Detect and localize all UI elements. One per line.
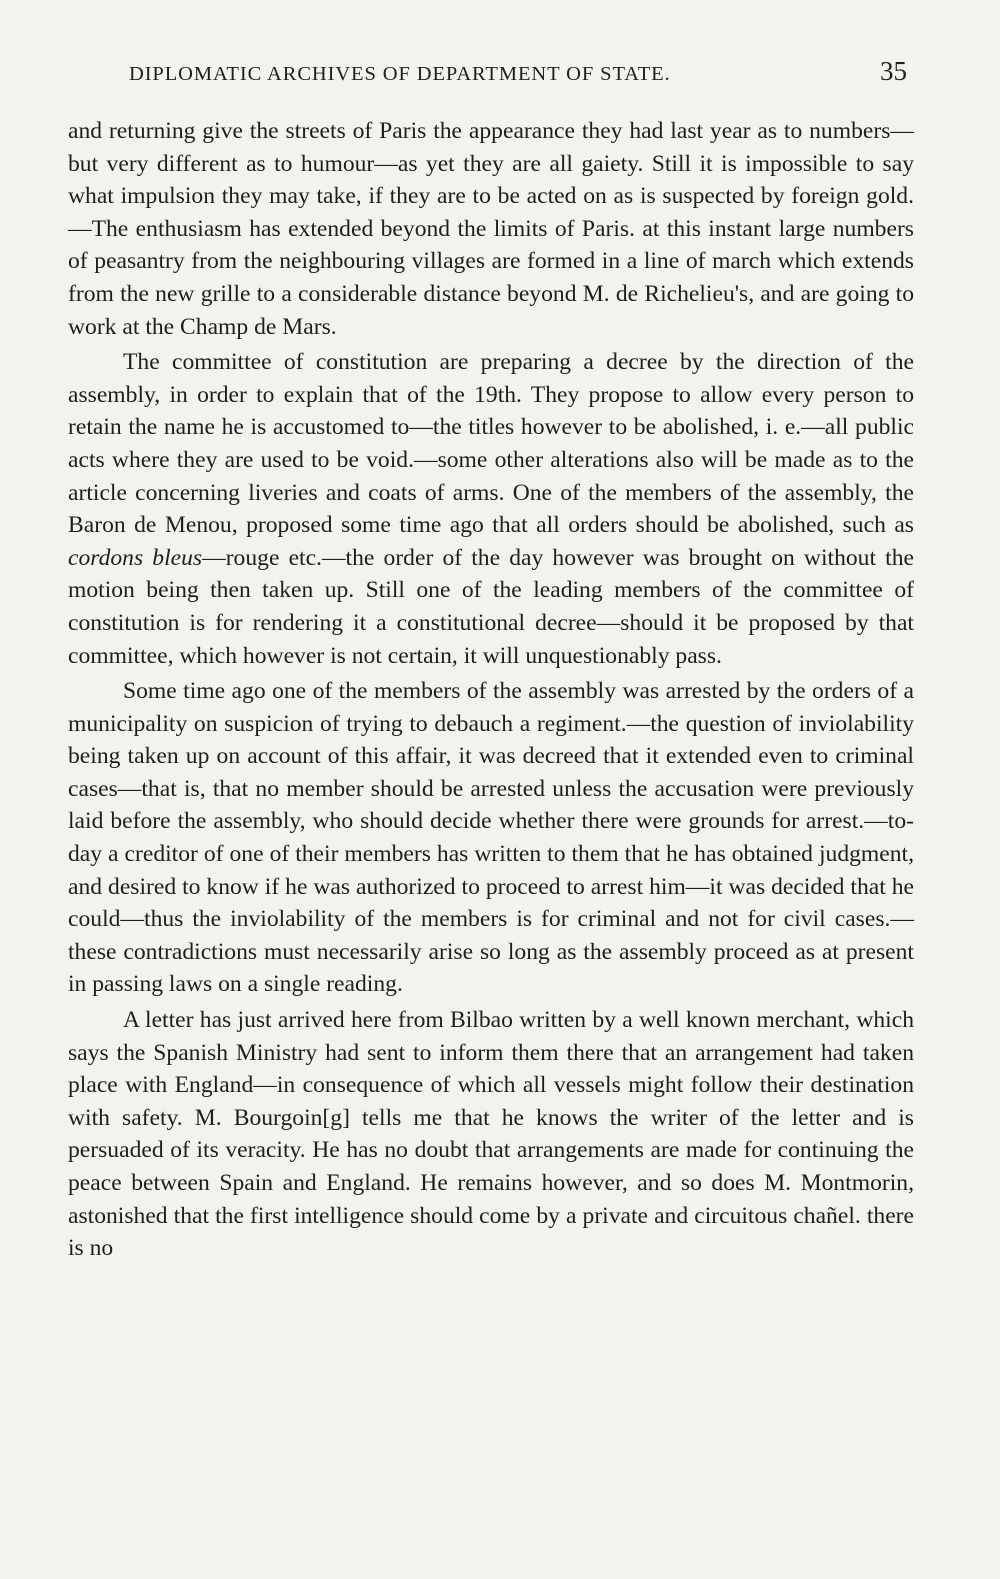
- paragraph-text-before-italic: The committee of constitution are preparing a decree by the direction of the assembly, in order to explain that of the 19th. They propose to allow every person to retain the name he is accustomed to—the titles however to be abolished, i. e.—all public acts where they are used to be void.—some other alterations also will be made as to the article concerning liveries and coats of arms. One of the members of the assembly, the Baron de Menou, proposed some time ago that all orders should be abolished, such as: [68, 349, 914, 539]
- paragraph-text-after-italic: —rouge etc.—the order of the day however was brought on without the motion being then taken up. Still one of the leading members of the committee of constitution is for rendering it a constitutional decree—should it be proposed by that committee, which however is not certain, it will unquestionably pass.: [68, 544, 914, 669]
- paragraph-inviolability: Some time ago one of the members of the assembly was arrested by the orders of a municipality on suspicion of trying to debauch a regiment.—the question of inviolability being taken up on account of this affair, it was decreed that it extended even to criminal cases—that is, that no member should be arrested unless the accusation were previously laid before the assembly, who should decide whether there were grounds for arrest.—to-day a creditor of one of their members has written to them that he has obtained judgment, and desired to know if he was authorized to proceed to arrest him—it was decided that he could—thus the inviolability of the members is for criminal and not for civil cases.—these contradictions must necessarily arise so long as the assembly proceed as at present in passing laws on a single reading.: [68, 678, 914, 998]
- running-head-title: DIPLOMATIC ARCHIVES OF DEPARTMENT OF STATE.: [129, 63, 671, 85]
- body-text: [68, 115, 914, 1265]
- paragraph-continuation: and returning give the streets of Paris the appearance they had last year as to numbers—but very different as to humour—as yet they are all gaiety. Still it is impossible to say what impulsion they may take, if they are to be acted on as is suspected by foreign gold.—The enthusiasm has extended beyond the limits of Paris. at this instant large numbers of peasantry from the neighbouring villages are formed in a line of march which extends from the new grille to a considerable distance beyond M. de Richelieu's, and are going to work at the Champ de Mars.: [68, 118, 914, 340]
- paragraph-committee-of-constitution: [68, 346, 914, 672]
- italic-phrase: cordons bleus: [68, 544, 203, 571]
- paragraph-bilbao-letter: A letter has just arrived here from Bilbao written by a well known merchant, which says the Spanish Ministry had sent to inform them there that an arrangement had taken place with England—in consequence of which all vessels might follow their destination with safety. M. Bourgoin[g] tells me that he knows the writer of the letter and is persuaded of its veracity. He has no doubt that arrangements are made for continuing the peace between Spain and England. He remains however, and so does M. Montmorin, astonished that the first intelligence should come by a private and circuitous chañel. there is no: [68, 1007, 914, 1262]
- page-number: 35: [880, 56, 907, 86]
- running-head: [129, 56, 907, 96]
